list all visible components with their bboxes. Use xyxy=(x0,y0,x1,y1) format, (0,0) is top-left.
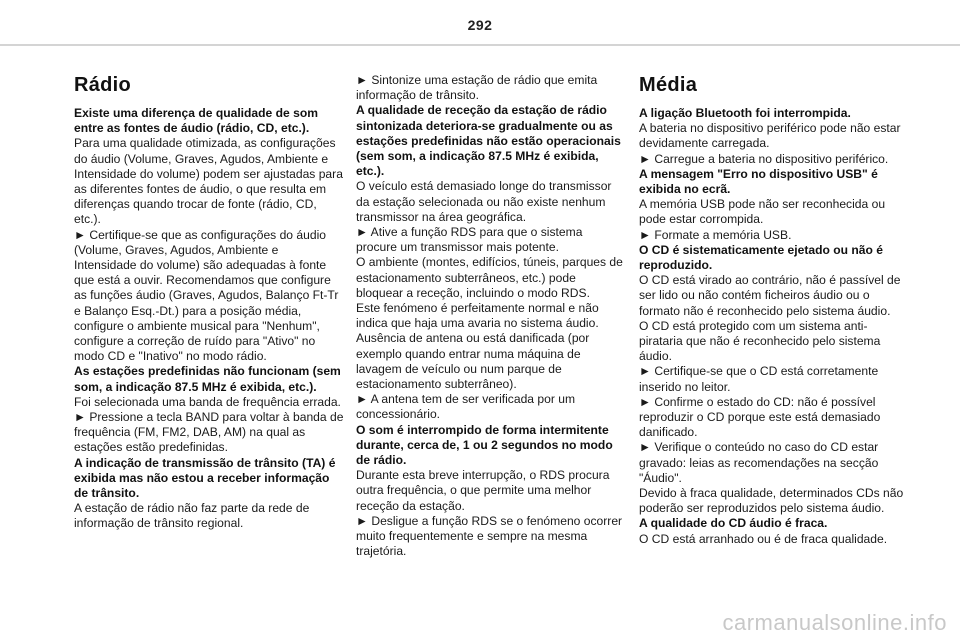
column-paragraphs xyxy=(74,106,344,532)
body-paragraph: Este fenómeno é perfeitamente normal e não indica que haja uma avaria no sistema áudio. xyxy=(356,301,599,331)
problem-heading: O som é interrompido de forma intermitente durante, cerca de, 1 ou 2 segundos no modo de rádio. xyxy=(356,422,613,468)
problem-heading: A indicação de transmissão de trânsito (TA) é exibida mas não estou a receber informação de trânsito. xyxy=(74,455,336,501)
column-paragraphs xyxy=(639,106,909,547)
body-paragraph: ► Sintonize uma estação de rádio que emita informação de trânsito. xyxy=(356,73,598,103)
watermark: carmanualsonline.info xyxy=(722,610,947,635)
body-paragraph: O ambiente (montes, edifícios, túneis, parques de estacionamento subterrâneos, etc.) pode bloquear a receção, incluindo o modo RDS. xyxy=(356,255,623,300)
body-paragraph: A estação de rádio não faz parte da rede de informação de trânsito regional. xyxy=(74,501,310,531)
header-divider xyxy=(0,44,960,46)
column-radio xyxy=(74,70,344,532)
body-paragraph: ► Verifique o conteúdo no caso do CD estar gravado: leias as recomendações na secção "Áudio". xyxy=(639,440,879,485)
body-paragraph: O CD está virado ao contrário, não é passível de ser lido ou não contém ficheiros áudio ou o formato não é reconhecido pelo sistema áudio. xyxy=(639,273,901,318)
body-paragraph: O CD está arranhado ou é de fraca qualidade. xyxy=(639,531,888,546)
problem-heading: As estações predefinidas não funcionam (sem som, a indicação 87.5 MHz é exibida, etc.). xyxy=(74,364,341,394)
body-paragraph: Para uma qualidade otimizada, as configurações do áudio (Volume, Graves, Agudos, Ambiente e Intensidade do volume) podem ser ajustadas para as diferentes fontes de áudio, o que resulta em diferenças quando trocar de fonte (rádio, CD, etc.). xyxy=(74,136,343,227)
body-paragraph: O CD está protegido com um sistema anti-pirataria que não é reconhecido pelo sistema áudio. xyxy=(639,318,881,364)
body-paragraph: ► Formate a memória USB. xyxy=(639,227,792,242)
page-number: 292 xyxy=(467,17,493,33)
problem-heading: A qualidade do CD áudio é fraca. xyxy=(639,516,828,531)
body-paragraph: Devido à fraca qualidade, determinados CDs não poderão ser reproduzidos pelo sistema áudio. xyxy=(639,486,904,516)
problem-heading: Existe uma diferença de qualidade de som entre as fontes de áudio (rádio, CD, etc.). xyxy=(74,106,318,136)
column-paragraphs xyxy=(356,73,626,560)
body-paragraph: Durante esta breve interrupção, o RDS procura outra frequência, o que permite uma melhor receção da estação. xyxy=(356,468,610,513)
body-paragraph: Ausência de antena ou está danificada (por exemplo quando entrar numa máquina de lavagem de veículo ou num parque de estacionamento subterrâneo). xyxy=(356,331,590,392)
problem-heading: O CD é sistematicamente ejetado ou não é reproduzido. xyxy=(639,242,883,273)
body-paragraph: O veículo está demasiado longe do transmissor da estação selecionada ou não existe nenhum transmissor na área geográfica. xyxy=(356,179,612,224)
problem-heading: A ligação Bluetooth foi interrompida. xyxy=(639,106,851,120)
body-paragraph: ► Carregue a bateria no dispositivo periférico. xyxy=(639,151,889,166)
body-paragraph: ► Desligue a função RDS se o fenómeno ocorrer muito frequentemente e sempre na mesma trajetória. xyxy=(356,513,623,559)
problem-heading: A qualidade de receção da estação de rádio sintonizada deteriora-se gradualmente ou as estações predefinidas não estão operacionais (sem som, a indicação 87.5 MHz é exibida, etc.). xyxy=(356,103,621,179)
section-title-media: Média xyxy=(639,74,698,96)
page-header xyxy=(0,0,960,46)
body-paragraph: ► Certifique-se que o CD está corretamente inserido no leitor. xyxy=(639,364,879,394)
column-media xyxy=(639,70,909,547)
body-paragraph: ► A antena tem de ser verificada por um concessionário. xyxy=(356,392,576,422)
body-paragraph: Foi selecionada uma banda de frequência errada. xyxy=(74,394,341,409)
section-title-radio: Rádio xyxy=(74,74,132,96)
body-paragraph: A bateria no dispositivo periférico pode não estar devidamente carregada. xyxy=(639,121,901,151)
body-paragraph: ► Ative a função RDS para que o sistema procure um transmissor mais potente. xyxy=(356,225,583,255)
body-paragraph: ► Pressione a tecla BAND para voltar à banda de frequência (FM, FM2, DAB, AM) na qual as estações estão predefinidas. xyxy=(74,410,344,455)
problem-heading: A mensagem "Erro no dispositivo USB" é exibida no ecrã. xyxy=(639,166,878,197)
column-radio-continued xyxy=(356,73,626,560)
body-paragraph: ► Confirme o estado do CD: não é possível reproduzir o CD porque este está demasiado danificado. xyxy=(639,394,881,440)
body-paragraph: ► Certifique-se que as configurações do áudio (Volume, Graves, Agudos, Ambiente e Intensidade do volume) são adequadas à fonte que está a ouvir. Recomendamos que configure as funções áudio (Graves, Agudos, Balanço Ft-Tr e Balanço Esq.-Dt.) para a posição média, configure o ambiente musical para "Nenhum", configure a correção de ruído para "Ativo" no modo CD e "Inativo" no modo rádio. xyxy=(74,227,339,364)
body-paragraph: A memória USB pode não ser reconhecida ou pode estar corrompida. xyxy=(639,197,886,227)
